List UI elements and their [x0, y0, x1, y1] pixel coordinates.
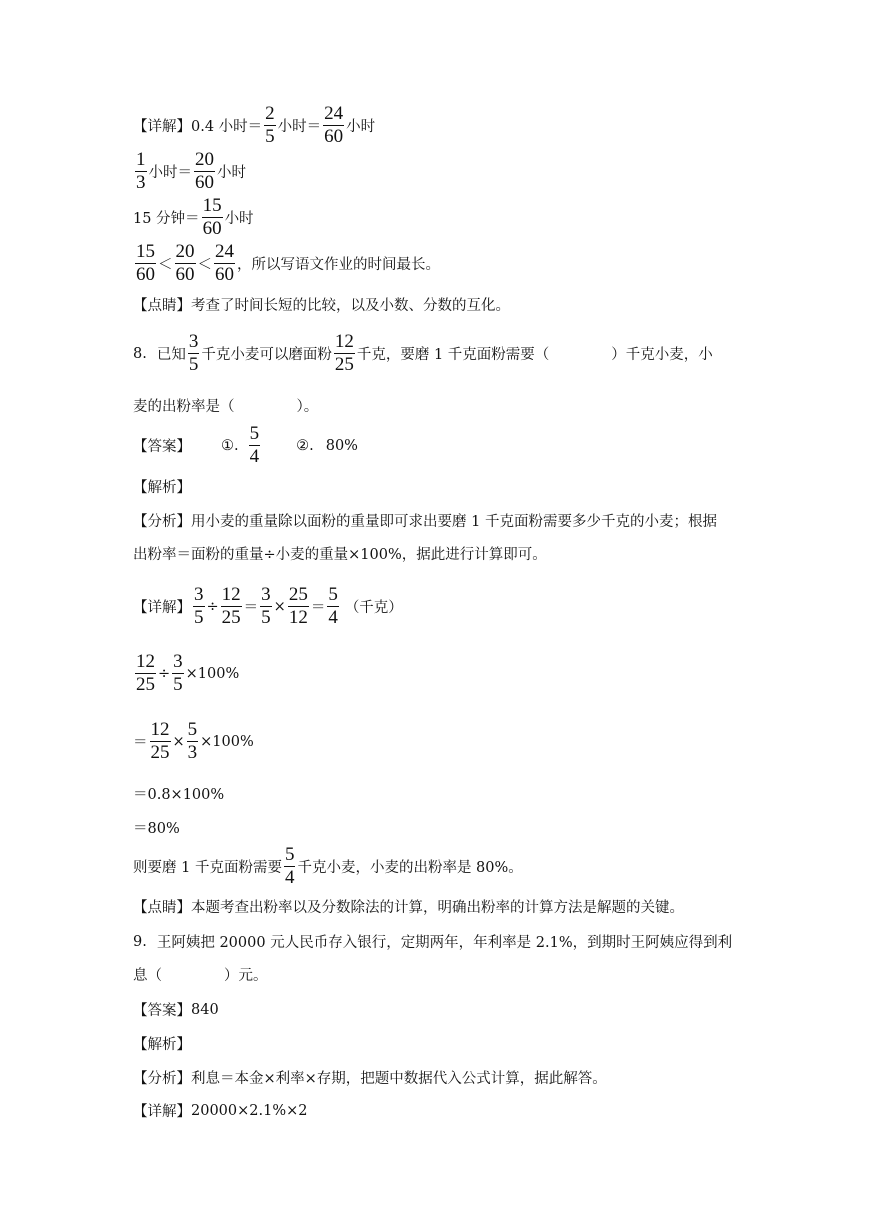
analysis-label: 【分析】	[133, 1071, 191, 1087]
comment-label: 【点睛】	[133, 900, 191, 916]
fraction-denominator: 60	[175, 264, 195, 285]
question-number: 9.	[133, 933, 147, 950]
analysis-label: 【分析】	[133, 514, 191, 530]
fraction	[249, 424, 261, 467]
fraction	[193, 585, 205, 628]
q7-detail-line-1: 【详解】 0.4 小时＝ $\frac{2}{5}$ 小时＝ $\frac{24}{60}$ 小时	[133, 103, 376, 147]
detail-label: 【详解】	[133, 600, 191, 616]
q9-detail: 【详解】 20000×2.1%×2	[133, 1100, 308, 1121]
fraction	[264, 104, 276, 147]
fraction	[150, 720, 171, 763]
q8-detail-line-3: ＝ $\frac{12}{25}$ × $\frac{5}{3}$ ×100%	[133, 719, 254, 763]
q8-question-line-1: 8. 已知 $\frac{3}{5}$ 千克小麦可以磨面粉 $\frac{12}{25}$ 千克，要磨 1 千克面粉需要（ ）千克小麦，小	[133, 331, 713, 375]
fraction-denominator: 5	[188, 354, 199, 375]
fraction-numerator: 24	[215, 241, 234, 262]
fraction-denominator: 60	[136, 264, 155, 285]
fraction-numerator: 3	[194, 584, 204, 605]
q8-detail-line-2: $\frac{12}{25}$ ÷ $\frac{3}{5}$ ×100%	[136, 651, 240, 695]
fraction-denominator: 3	[136, 172, 146, 193]
fraction-numerator: 15	[202, 195, 222, 216]
fraction-numerator: 20	[195, 149, 214, 170]
q9-answer: 【答案】 840	[133, 999, 219, 1020]
q9-question-line-1: 9. 王阿姨把 20000 元人民币存入银行，定期两年，年利率是 2.1%，到期时王阿姨应得到利	[133, 933, 733, 951]
fraction-denominator: 3	[187, 742, 198, 763]
fraction	[221, 585, 242, 628]
fraction-denominator: 4	[249, 446, 260, 467]
q8-detail-line-5: ＝80%	[133, 821, 180, 837]
fraction-numerator: 15	[136, 241, 155, 262]
fraction	[135, 242, 156, 285]
fraction	[187, 720, 199, 763]
q8-comment: 【点睛】 本题考查出粉率以及分数除法的计算，明确出粉率的计算方法是解题的关键。	[133, 896, 684, 917]
q7-detail-line-3: 15 分钟＝ $\frac{15}{60}$ 小时	[133, 195, 254, 239]
fraction-numerator: 25	[288, 584, 308, 605]
fraction-numerator: 2	[265, 103, 275, 124]
fraction-numerator: 24	[324, 103, 344, 124]
fraction	[327, 585, 339, 628]
fraction-denominator: 60	[195, 172, 214, 193]
q8-detail-line-4: ＝0.8×100%	[133, 787, 225, 803]
q8-conclusion: 则要磨 1 千克面粉需要 $\frac{5}{4}$ 千克小麦，小麦的出粉率是 80%。	[133, 844, 523, 888]
fraction	[323, 104, 344, 147]
q8-analysis-line-1: 【分析】 用小麦的重量除以面粉的重量即可求出要磨 1 千克面粉需要多少千克的小麦；根据	[133, 510, 717, 531]
q8-jiexi: 【解析】	[133, 480, 191, 496]
q8-detail-line-1: 【详解】 $\frac{3}{5}$ ÷ $\frac{12}{25}$ ＝ $\frac{3}{5}$ × $\frac{25}{12}$ ＝ $\frac{5}{4}$ （千克）	[133, 584, 403, 628]
fraction-numerator: 3	[261, 584, 271, 605]
fraction	[334, 332, 355, 375]
fraction	[202, 196, 223, 239]
q9-jiexi: 【解析】	[133, 1037, 191, 1053]
fraction-denominator: 4	[284, 867, 295, 888]
fraction	[172, 652, 184, 695]
fraction-numerator: 12	[136, 651, 155, 672]
fraction	[260, 585, 272, 628]
fraction-denominator: 25	[150, 742, 170, 763]
fraction-denominator: 60	[202, 218, 222, 239]
fraction-denominator: 5	[194, 607, 204, 628]
fraction-numerator: 5	[328, 584, 338, 605]
q8-analysis-line-2: 出粉率＝面粉的重量÷小麦的重量×100%，据此进行计算即可。	[133, 547, 547, 563]
q9-question-line-2: 息（ ）元。	[133, 968, 268, 984]
q8-answer: 【答案】 ①. $\frac{5}{4}$ ②. 80%	[133, 423, 358, 467]
fraction-numerator: 3	[173, 651, 183, 672]
fraction-denominator: 12	[288, 607, 308, 628]
fraction-denominator: 5	[261, 607, 271, 628]
q7-detail-line-4: $\frac{15}{60}$ ＜ $\frac{20}{60}$ ＜ $\frac{24}{60}$ ，所以写语文作业的时间最长。	[136, 241, 440, 285]
comment-label: 【点睛】	[133, 298, 191, 314]
fraction-numerator: 12	[221, 584, 241, 605]
q8-question-line-2: 麦的出粉率是（ ）。	[133, 399, 319, 415]
fraction-denominator: 5	[173, 674, 183, 695]
fraction-denominator: 4	[328, 607, 338, 628]
answer-label: 【答案】	[133, 1003, 191, 1019]
detail-label: 【详解】	[133, 1104, 191, 1120]
q7-detail-line-2: $\frac{1}{3}$ 小时＝ $\frac{20}{60}$ 小时	[136, 149, 246, 193]
fraction-denominator: 25	[221, 607, 241, 628]
q9-analysis: 【分析】 利息＝本金×利率×存期，把题中数据代入公式计算，据此解答。	[133, 1067, 607, 1088]
question-number: 8.	[133, 345, 147, 362]
answer-label: 【答案】	[133, 439, 191, 455]
fraction-numerator: 1	[136, 149, 146, 170]
fraction-numerator: 12	[150, 719, 170, 740]
detail-label: 【详解】	[133, 119, 191, 135]
fraction	[135, 652, 156, 695]
fraction	[135, 150, 147, 193]
fraction-denominator: 5	[265, 126, 275, 147]
fraction-numerator: 3	[188, 331, 199, 352]
fraction	[194, 150, 215, 193]
fraction	[214, 242, 235, 285]
fraction-denominator: 60	[324, 126, 344, 147]
fraction-numerator: 5	[284, 844, 295, 865]
fraction	[188, 332, 200, 375]
fraction	[288, 585, 309, 628]
fraction-numerator: 12	[334, 331, 354, 352]
fraction-denominator: 25	[136, 674, 155, 695]
fraction-numerator: 5	[187, 719, 198, 740]
fraction	[175, 242, 196, 285]
fraction-denominator: 25	[334, 354, 354, 375]
fraction-numerator: 5	[249, 423, 260, 444]
fraction	[284, 845, 296, 888]
fraction-denominator: 60	[215, 264, 234, 285]
q7-comment: 【点睛】 考查了时间长短的比较，以及小数、分数的互化。	[133, 294, 510, 315]
fraction-numerator: 20	[175, 241, 195, 262]
